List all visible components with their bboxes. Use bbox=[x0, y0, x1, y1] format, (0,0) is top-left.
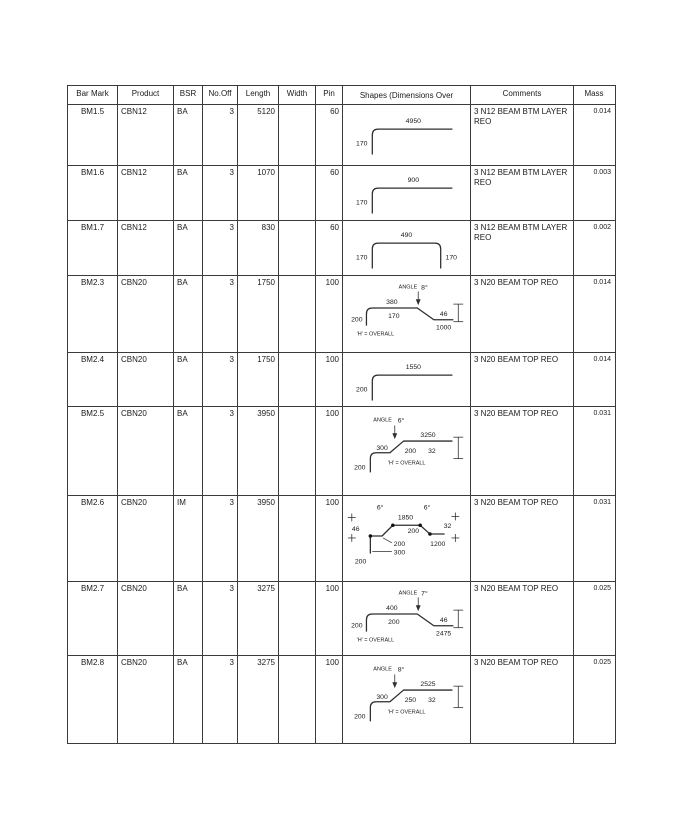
svg-text:8°: 8° bbox=[397, 666, 405, 674]
header-shapes: Shapes (Dimensions Over bbox=[343, 86, 471, 104]
svg-text:ANGLE: ANGLE bbox=[373, 666, 392, 673]
table-row bbox=[68, 166, 615, 221]
svg-text:1000: 1000 bbox=[436, 324, 452, 332]
svg-text:1200: 1200 bbox=[430, 540, 446, 548]
svg-text:300: 300 bbox=[376, 444, 388, 452]
header-pin: Pin bbox=[316, 86, 343, 104]
svg-text:46: 46 bbox=[351, 526, 360, 534]
svg-text:46: 46 bbox=[439, 616, 448, 624]
header-bsr: BSR bbox=[174, 86, 203, 104]
comments-cell: 3 N20 BEAM TOP REO bbox=[471, 656, 574, 743]
bar-mark-cell: BM2.4 bbox=[68, 353, 118, 406]
comments-cell: 3 N20 BEAM TOP REO bbox=[471, 276, 574, 352]
shape-cell bbox=[343, 221, 471, 275]
svg-text:170: 170 bbox=[356, 199, 368, 207]
header-length: Length bbox=[238, 86, 279, 104]
comments-cell: 3 N20 BEAM TOP REO bbox=[471, 582, 574, 655]
svg-text:2475: 2475 bbox=[436, 630, 452, 638]
mass-cell: 0.025 bbox=[593, 585, 611, 592]
svg-text:170: 170 bbox=[356, 140, 368, 148]
width-cell bbox=[279, 496, 316, 581]
header-comments: Comments bbox=[471, 86, 574, 104]
svg-text:900: 900 bbox=[407, 177, 420, 185]
bar-mark-cell: BM2.8 bbox=[68, 656, 118, 743]
length-cell: 1750 bbox=[238, 276, 279, 352]
shape-cell bbox=[343, 496, 471, 581]
bar-shape-diagram bbox=[343, 500, 470, 572]
svg-text:200: 200 bbox=[388, 618, 400, 626]
table-row bbox=[68, 276, 615, 353]
bar-mark-cell: BM2.6 bbox=[68, 496, 118, 581]
length-cell: 3275 bbox=[238, 582, 279, 655]
svg-text:380: 380 bbox=[386, 299, 398, 307]
product-cell: CBN20 bbox=[118, 656, 174, 743]
svg-text:200: 200 bbox=[354, 558, 367, 566]
table-row bbox=[68, 407, 615, 496]
mass-cell: 0.031 bbox=[593, 499, 611, 506]
bar-mark-cell: BM2.7 bbox=[68, 582, 118, 655]
width-cell bbox=[279, 105, 316, 165]
svg-text:32: 32 bbox=[428, 696, 436, 704]
length-cell: 1750 bbox=[238, 353, 279, 406]
svg-text:200: 200 bbox=[351, 622, 363, 630]
table-row bbox=[68, 353, 615, 407]
pin-cell: 60 bbox=[316, 105, 343, 165]
shape-cell bbox=[343, 656, 471, 743]
mass-cell: 0.014 bbox=[593, 279, 611, 286]
header-no-off: No.Off bbox=[203, 86, 238, 104]
no-off-cell: 3 bbox=[203, 276, 238, 352]
length-cell: 5120 bbox=[238, 105, 279, 165]
length-cell: 830 bbox=[238, 221, 279, 275]
bsr-cell: BA bbox=[174, 105, 203, 165]
bsr-cell: BA bbox=[174, 166, 203, 220]
bar-shape-diagram bbox=[343, 109, 470, 157]
length-cell: 1070 bbox=[238, 166, 279, 220]
shape-cell bbox=[343, 407, 471, 495]
svg-text:6°: 6° bbox=[397, 417, 405, 425]
header-width: Width bbox=[279, 86, 316, 104]
schedule-table bbox=[67, 85, 616, 744]
mass-cell: 0.025 bbox=[593, 659, 611, 666]
svg-text:ANGLE: ANGLE bbox=[398, 590, 418, 597]
bar-shape-diagram bbox=[343, 660, 470, 726]
mass-cell: 0.003 bbox=[593, 169, 611, 176]
svg-text:200: 200 bbox=[354, 464, 366, 472]
svg-text:1550: 1550 bbox=[405, 364, 421, 372]
bsr-cell: BA bbox=[174, 656, 203, 743]
bar-shape-diagram bbox=[343, 355, 470, 403]
pin-cell: 100 bbox=[316, 582, 343, 655]
width-cell bbox=[279, 221, 316, 275]
bar-mark-cell: BM1.6 bbox=[68, 166, 118, 220]
length-cell: 3950 bbox=[238, 407, 279, 495]
mass-cell: 0.002 bbox=[593, 224, 611, 231]
svg-text:170: 170 bbox=[445, 254, 457, 262]
no-off-cell: 3 bbox=[203, 166, 238, 220]
pin-cell: 100 bbox=[316, 496, 343, 581]
shape-cell bbox=[343, 105, 471, 165]
svg-text:32: 32 bbox=[428, 447, 436, 455]
svg-text:400: 400 bbox=[386, 605, 398, 613]
comments-cell: 3 N20 BEAM TOP REO bbox=[471, 496, 574, 581]
svg-text:4950: 4950 bbox=[405, 118, 421, 126]
svg-text:300: 300 bbox=[393, 549, 406, 557]
width-cell bbox=[279, 166, 316, 220]
svg-text:200: 200 bbox=[356, 386, 368, 394]
svg-text:200: 200 bbox=[404, 447, 417, 455]
bar-mark-cell: BM1.5 bbox=[68, 105, 118, 165]
svg-text:200: 200 bbox=[393, 540, 406, 548]
svg-text:ANGLE: ANGLE bbox=[398, 284, 418, 291]
svg-text:250: 250 bbox=[404, 696, 417, 704]
svg-text:46: 46 bbox=[439, 310, 448, 318]
width-cell bbox=[279, 276, 316, 352]
svg-text:1850: 1850 bbox=[397, 514, 414, 522]
product-cell: CBN20 bbox=[118, 276, 174, 352]
bsr-cell: BA bbox=[174, 276, 203, 352]
comments-cell: 3 N12 BEAM BTM LAYER REO bbox=[471, 105, 574, 165]
bsr-cell: BA bbox=[174, 582, 203, 655]
no-off-cell: 3 bbox=[203, 582, 238, 655]
product-cell: CBN20 bbox=[118, 407, 174, 495]
svg-text:8°: 8° bbox=[421, 284, 428, 292]
table-row bbox=[68, 656, 615, 743]
table-header-row bbox=[68, 86, 615, 105]
pin-cell: 100 bbox=[316, 656, 343, 743]
table-row bbox=[68, 221, 615, 276]
product-cell: CBN12 bbox=[118, 166, 174, 220]
svg-text:300: 300 bbox=[376, 693, 388, 701]
no-off-cell: 3 bbox=[203, 496, 238, 581]
product-cell: CBN20 bbox=[118, 496, 174, 581]
svg-text:'H' = OVERALL: 'H' = OVERALL bbox=[356, 331, 395, 338]
length-cell: 3950 bbox=[238, 496, 279, 581]
comments-cell: 3 N20 BEAM TOP REO bbox=[471, 407, 574, 495]
header-product: Product bbox=[118, 86, 174, 104]
table-row bbox=[68, 496, 615, 582]
bsr-cell: BA bbox=[174, 221, 203, 275]
svg-text:'H' = OVERALL: 'H' = OVERALL bbox=[387, 460, 426, 467]
bar-shape-diagram bbox=[343, 584, 470, 646]
pin-cell: 100 bbox=[316, 276, 343, 352]
bsr-cell: BA bbox=[174, 353, 203, 406]
no-off-cell: 3 bbox=[203, 353, 238, 406]
product-cell: CBN12 bbox=[118, 105, 174, 165]
length-cell: 3275 bbox=[238, 656, 279, 743]
svg-text:2525: 2525 bbox=[420, 681, 436, 689]
svg-text:170: 170 bbox=[356, 254, 368, 262]
bsr-cell: BA bbox=[174, 407, 203, 495]
bsr-cell: IM bbox=[174, 496, 203, 581]
no-off-cell: 3 bbox=[203, 407, 238, 495]
no-off-cell: 3 bbox=[203, 105, 238, 165]
svg-text:7°: 7° bbox=[421, 590, 428, 598]
bar-mark-cell: BM2.5 bbox=[68, 407, 118, 495]
pin-cell: 60 bbox=[316, 221, 343, 275]
svg-text:200: 200 bbox=[407, 528, 420, 536]
comments-cell: 3 N12 BEAM BTM LAYER REO bbox=[471, 221, 574, 275]
shape-cell bbox=[343, 166, 471, 220]
mass-cell: 0.014 bbox=[593, 356, 611, 363]
header-bar-mark: Bar Mark bbox=[68, 86, 118, 104]
width-cell bbox=[279, 656, 316, 743]
shape-cell bbox=[343, 353, 471, 406]
width-cell bbox=[279, 582, 316, 655]
comments-cell: 3 N20 BEAM TOP REO bbox=[471, 353, 574, 406]
bar-shape-diagram bbox=[343, 168, 470, 216]
bar-shape-diagram bbox=[343, 223, 470, 271]
product-cell: CBN20 bbox=[118, 353, 174, 406]
comments-cell: 3 N12 BEAM BTM LAYER REO bbox=[471, 166, 574, 220]
width-cell bbox=[279, 407, 316, 495]
product-cell: CBN20 bbox=[118, 582, 174, 655]
shape-cell bbox=[343, 582, 471, 655]
svg-text:'H' = OVERALL: 'H' = OVERALL bbox=[356, 637, 395, 644]
svg-text:ANGLE: ANGLE bbox=[373, 417, 392, 424]
pin-cell: 100 bbox=[316, 353, 343, 406]
bar-mark-cell: BM1.7 bbox=[68, 221, 118, 275]
no-off-cell: 3 bbox=[203, 656, 238, 743]
svg-text:32: 32 bbox=[443, 523, 452, 531]
bar-shape-diagram bbox=[343, 278, 470, 340]
svg-text:6°: 6° bbox=[376, 504, 384, 512]
shape-cell bbox=[343, 276, 471, 352]
bar-mark-cell: BM2.3 bbox=[68, 276, 118, 352]
svg-text:3250: 3250 bbox=[420, 432, 436, 440]
svg-text:'H' = OVERALL: 'H' = OVERALL bbox=[387, 709, 426, 716]
table-row bbox=[68, 582, 615, 656]
no-off-cell: 3 bbox=[203, 221, 238, 275]
svg-text:6°: 6° bbox=[423, 504, 431, 512]
mass-cell: 0.014 bbox=[593, 108, 611, 115]
mass-cell: 0.031 bbox=[593, 410, 611, 417]
svg-text:200: 200 bbox=[354, 713, 366, 721]
header-mass: Mass bbox=[584, 89, 604, 98]
pin-cell: 100 bbox=[316, 407, 343, 495]
bar-shape-diagram bbox=[343, 411, 470, 477]
svg-text:490: 490 bbox=[400, 232, 413, 240]
pin-cell: 60 bbox=[316, 166, 343, 220]
svg-text:200: 200 bbox=[351, 316, 363, 324]
product-cell: CBN12 bbox=[118, 221, 174, 275]
width-cell bbox=[279, 353, 316, 406]
svg-text:170: 170 bbox=[388, 312, 400, 320]
table-row bbox=[68, 105, 615, 166]
